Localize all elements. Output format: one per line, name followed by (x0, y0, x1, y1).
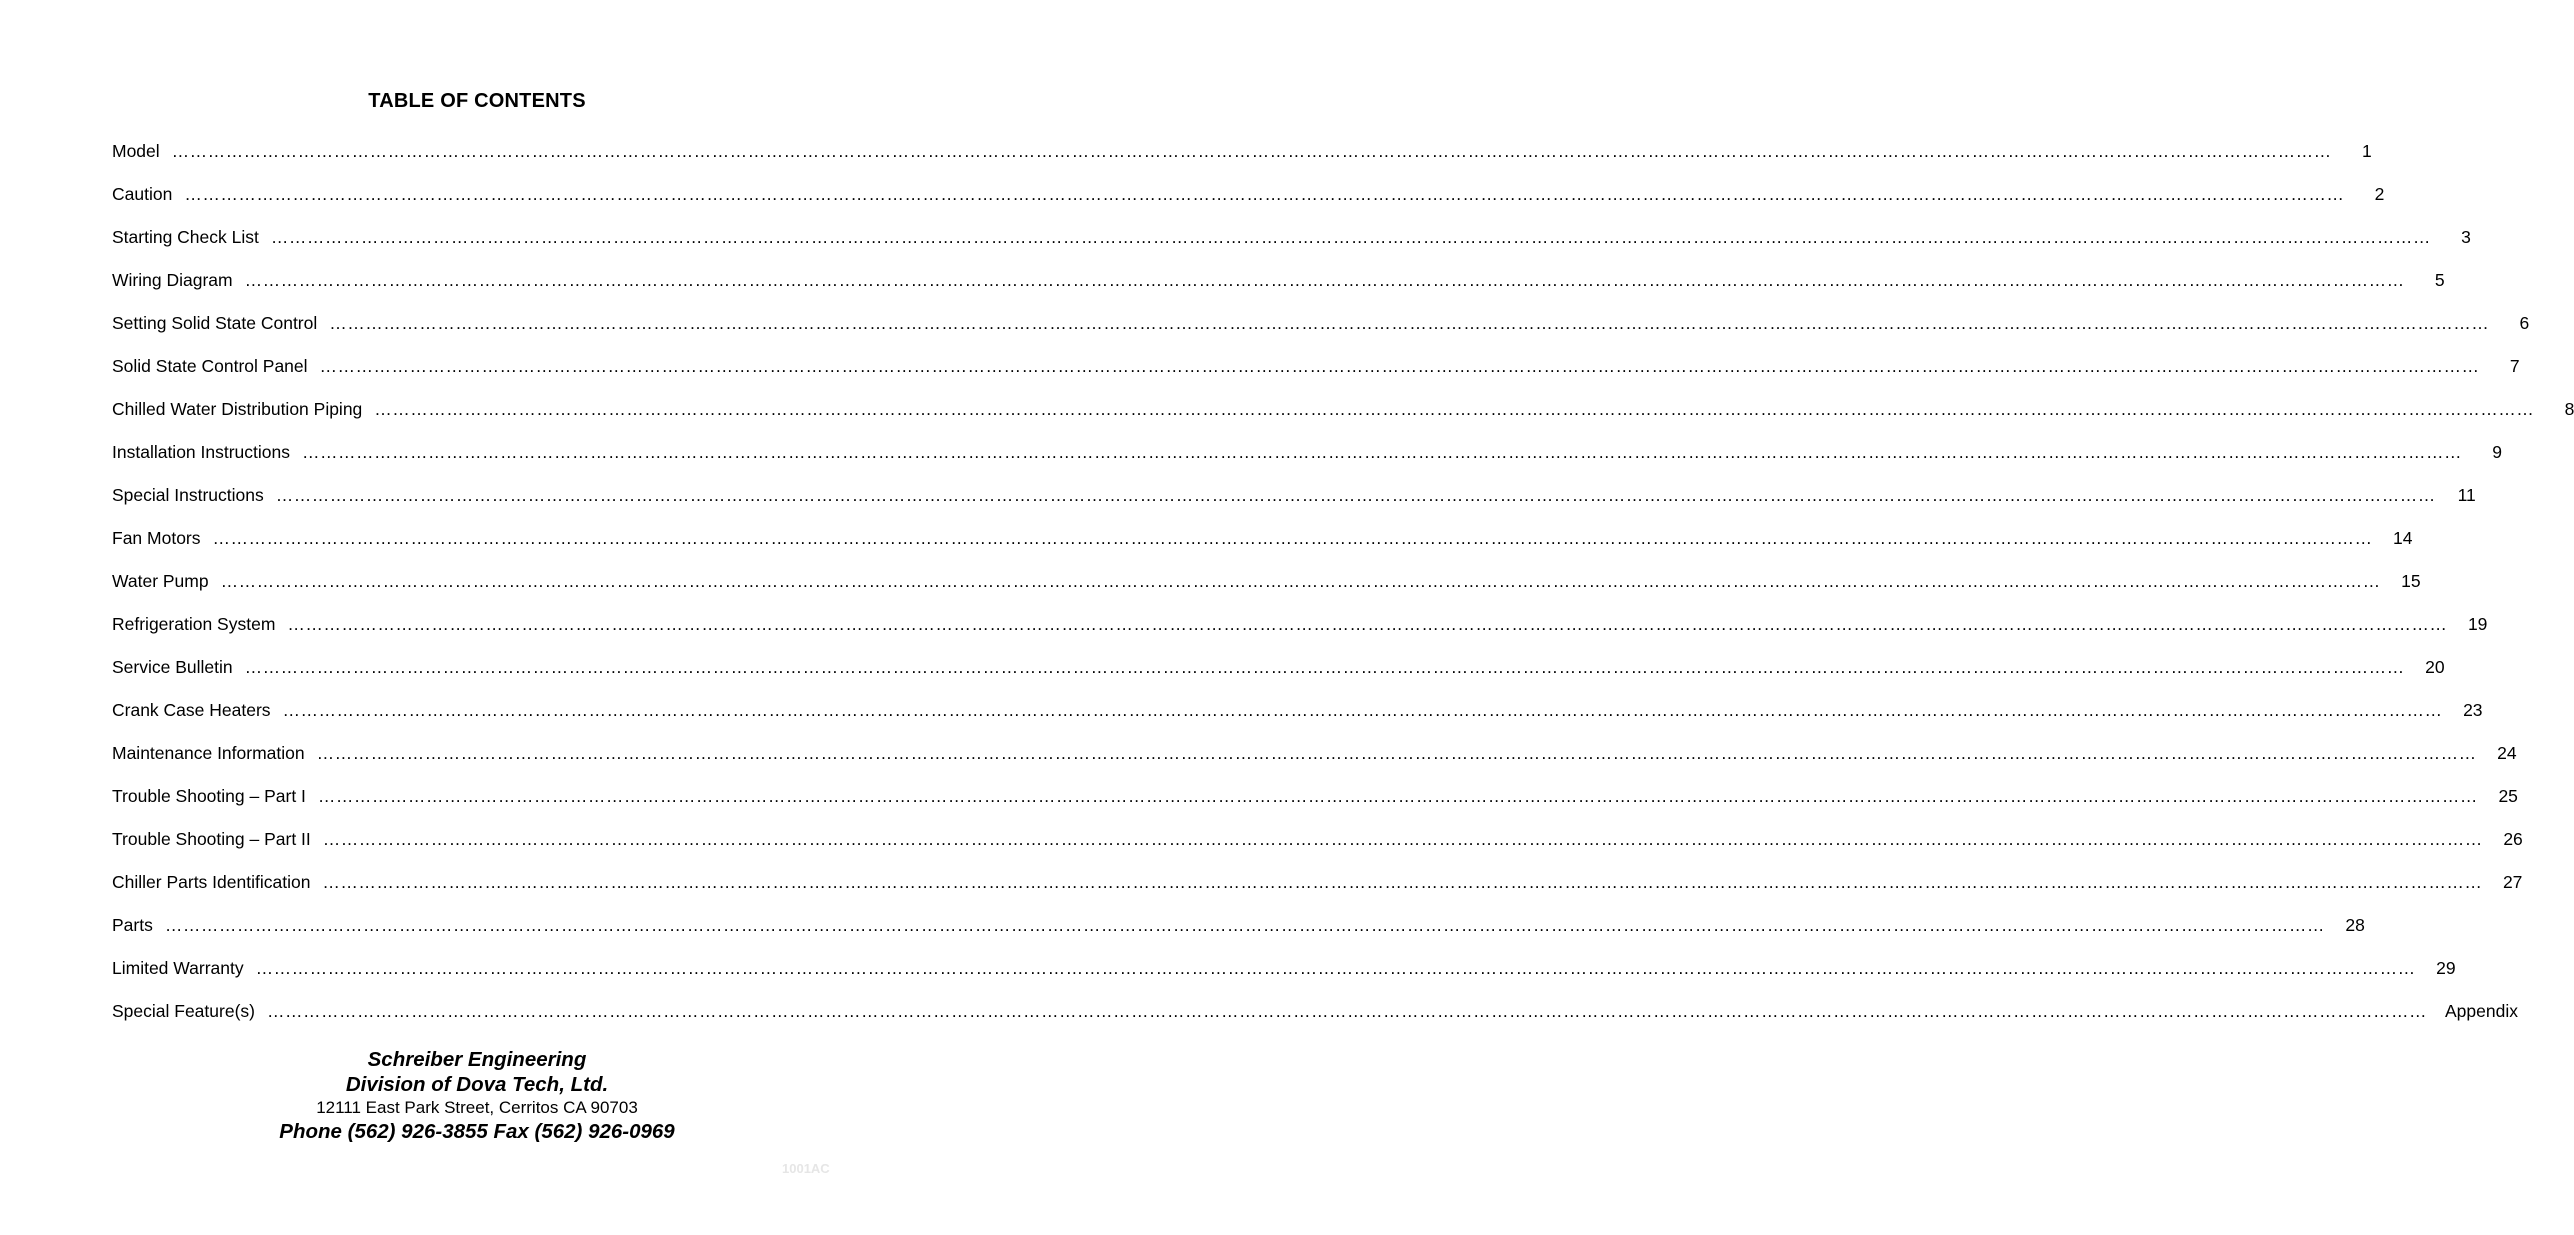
toc-entry-trouble-shooting-part-ii (112, 826, 2523, 869)
toc-entry-title: Installation Instructions (112, 442, 291, 462)
table-of-contents (112, 138, 2574, 1041)
dot-leader: ……………………………………………………………………………………………………………………………………………………………………………………………………………………………………………………………………………………………………………………………… (171, 141, 2332, 161)
toc-entry-title: Special Instructions (112, 485, 264, 505)
dot-leader: ……………………………………………………………………………………………………………………………………………………………………………………………………………………………………………………………………………………………………………………………… (319, 356, 2480, 376)
toc-entry-service-bulletin (112, 654, 2445, 697)
toc-entry-maintenance-information (112, 740, 2517, 783)
toc-entry-wiring-diagram (112, 267, 2445, 310)
toc-entry-title: Chiller Parts Identification (112, 872, 311, 892)
dot-leader: ……………………………………………………………………………………………………………………………………………………………………………………………………………………………………………………………………………………………………………………………… (316, 743, 2477, 763)
dot-leader: ……………………………………………………………………………………………………………………………………………………………………………………………………………………………………………………………………………………………………………………………… (220, 571, 2381, 591)
toc-entry-page: 15 (2401, 571, 2421, 591)
dot-leader: ……………………………………………………………………………………………………………………………………………………………………………………………………………………………………………………………………………………………………………………………… (322, 829, 2483, 849)
toc-entry-title: Chilled Water Distribution Piping (112, 399, 363, 419)
toc-entry-page: 14 (2393, 528, 2413, 548)
toc-entry-crank-case-heaters (112, 697, 2483, 740)
company-phone-fax: Phone (562) 926-3855 Fax (562) 926-0969 (279, 1120, 675, 1143)
dot-leader: ……………………………………………………………………………………………………………………………………………………………………………………………………………………………………………………………………………………………………………………………… (322, 872, 2483, 892)
dot-leader: ……………………………………………………………………………………………………………………………………………………………………………………………………………………………………………………………………………………………………………………………… (374, 399, 2535, 419)
dot-leader: ……………………………………………………………………………………………………………………………………………………………………………………………………………………………………………………………………………………………………………………………… (282, 700, 2443, 720)
toc-entry-title: Crank Case Heaters (112, 700, 271, 720)
dot-leader: ……………………………………………………………………………………………………………………………………………………………………………………………………………………………………………………………………………………………………………………………… (302, 442, 2463, 462)
dot-leader: ……………………………………………………………………………………………………………………………………………………………………………………………………………………………………………………………………………………………………………………………… (275, 485, 2436, 505)
toc-entry-page: 5 (2434, 270, 2445, 290)
toc-entry-title: Caution (112, 184, 173, 204)
toc-entry-caution (112, 181, 2385, 224)
dot-leader: ……………………………………………………………………………………………………………………………………………………………………………………………………………………………………………………………………………………………………………………………… (266, 1001, 2427, 1021)
toc-entry-page: 23 (2463, 700, 2483, 720)
dot-leader: ……………………………………………………………………………………………………………………………………………………………………………………………………………………………………………………………………………………………………………………………… (212, 528, 2373, 548)
toc-entry-page: 2 (2374, 184, 2385, 204)
toc-entry-page: 7 (2509, 356, 2520, 376)
dot-leader: ……………………………………………………………………………………………………………………………………………………………………………………………………………………………………………………………………………………………………………………………… (317, 786, 2478, 806)
toc-entry-title: Limited Warranty (112, 958, 244, 978)
toc-entry-chilled-water-distribution-piping (112, 396, 2574, 439)
toc-entry-starting-check-list (112, 224, 2471, 267)
dot-leader: ……………………………………………………………………………………………………………………………………………………………………………………………………………………………………………………………………………………………………………………………… (329, 313, 2490, 333)
toc-entry-page: 25 (2498, 786, 2518, 806)
toc-entry-solid-state-control-panel (112, 353, 2520, 396)
toc-entry-title: Special Feature(s) (112, 1001, 255, 1021)
dot-leader: ……………………………………………………………………………………………………………………………………………………………………………………………………………………………………………………………………………………………………………………………… (244, 657, 2405, 677)
toc-entry-page: 9 (2492, 442, 2503, 462)
toc-entry-refrigeration-system (112, 611, 2488, 654)
dot-leader: ……………………………………………………………………………………………………………………………………………………………………………………………………………………………………………………………………………………………………………………………… (184, 184, 2345, 204)
toc-entry-page: 27 (2502, 872, 2523, 892)
toc-entry-title: Model (112, 141, 160, 161)
toc-entry-page: 11 (2457, 485, 2476, 505)
toc-entry-fan-motors (112, 525, 2413, 568)
toc-entry-page: 26 (2503, 829, 2523, 849)
toc-entry-limited-warranty (112, 955, 2456, 998)
toc-entry-title: Fan Motors (112, 528, 201, 548)
dot-leader: ……………………………………………………………………………………………………………………………………………………………………………………………………………………………………………………………………………………………………………………………… (255, 958, 2416, 978)
toc-entry-title: Maintenance Information (112, 743, 305, 763)
toc-entry-title: Service Bulletin (112, 657, 233, 677)
toc-entry-page: 1 (2361, 141, 2372, 161)
dot-leader: ……………………………………………………………………………………………………………………………………………………………………………………………………………………………………………………………………………………………………………………………… (244, 270, 2405, 290)
toc-entry-water-pump (112, 568, 2421, 611)
toc-entry-chiller-parts-identification (112, 869, 2523, 912)
toc-entry-page: Appendix (2444, 1001, 2518, 1021)
toc-entry-setting-solid-state-control (112, 310, 2530, 353)
dot-leader: ……………………………………………………………………………………………………………………………………………………………………………………………………………………………………………………………………………………………………………………………… (164, 915, 2325, 935)
toc-entry-page: 8 (2564, 399, 2574, 419)
company-address: 12111 East Park Street, Cerritos CA 90703 (316, 1098, 638, 1117)
dot-leader: ……………………………………………………………………………………………………………………………………………………………………………………………………………………………………………………………………………………………………………………………… (270, 227, 2431, 247)
toc-entry-title: Water Pump (112, 571, 209, 591)
toc-entry-page: 20 (2425, 657, 2445, 677)
toc-entry-title: Parts (112, 915, 153, 935)
toc-entry-title: Refrigeration System (112, 614, 276, 634)
dot-leader: ……………………………………………………………………………………………………………………………………………………………………………………………………………………………………………………………………………………………………………………………… (287, 614, 2448, 634)
company-footer (0, 1047, 954, 1145)
toc-entry-title: Trouble Shooting – Part I (112, 786, 306, 806)
toc-entry-special-features (112, 998, 2518, 1041)
toc-entry-title: Starting Check List (112, 227, 259, 247)
toc-entry-trouble-shooting-part-i (112, 783, 2518, 826)
toc-entry-page: 3 (2461, 227, 2471, 247)
toc-entry-page: 28 (2345, 915, 2365, 935)
document-code: 1001AC (782, 1161, 830, 1176)
toc-entry-page: 19 (2467, 614, 2488, 634)
toc-entry-page: 24 (2497, 743, 2517, 763)
company-division: Division of Dova Tech, Ltd. (345, 1073, 609, 1096)
toc-entry-title: Solid State Control Panel (112, 356, 308, 376)
toc-entry-page: 6 (2519, 313, 2530, 333)
toc-entry-parts (112, 912, 2365, 955)
toc-entry-title: Wiring Diagram (112, 270, 233, 290)
toc-entry-page: 29 (2436, 958, 2456, 978)
toc-entry-title: Trouble Shooting – Part II (112, 829, 311, 849)
toc-entry-title: Setting Solid State Control (112, 313, 318, 333)
toc-entry-special-instructions (112, 482, 2476, 525)
toc-entry-model (112, 138, 2372, 181)
company-name: Schreiber Engineering (367, 1048, 587, 1071)
page-title: TABLE OF CONTENTS (368, 90, 586, 112)
toc-entry-installation-instructions (112, 439, 2503, 482)
